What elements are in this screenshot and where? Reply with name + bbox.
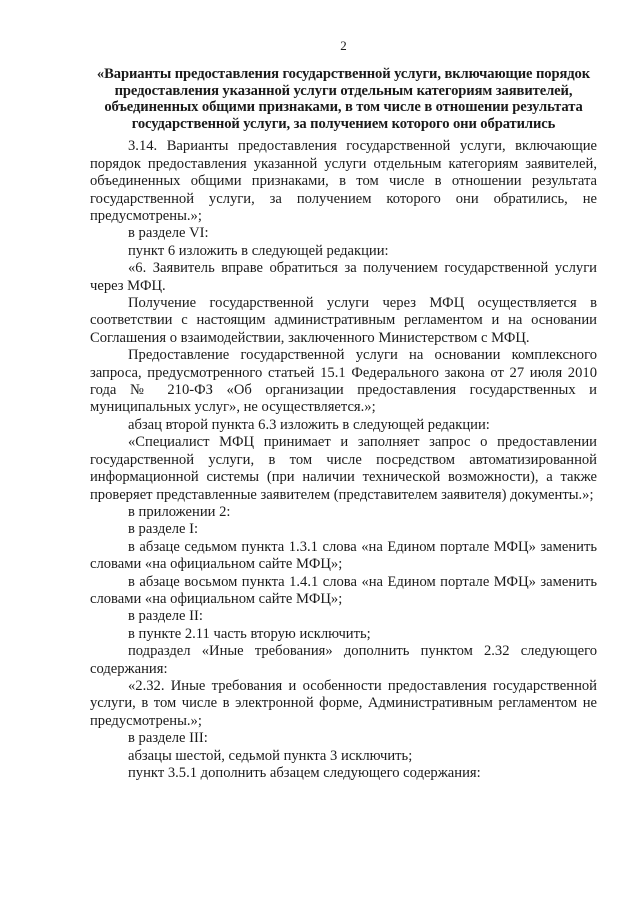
paragraph-mfc-specialist: «Специалист МФЦ принимает и заполняет запрос о предоставлении государственной услуги, в том числе посредством автоматизированной информационной системы (при наличии технической возможности), а также проверяет представленные заявителем (представителем заявителя) документы.»; xyxy=(90,434,597,503)
paragraph-2-32: «2.32. Иные требования и особенности предоставления государственной услуги, в том числе в электронной форме, Административным регламентом не предусмотрены.»; xyxy=(90,677,597,729)
paragraph-3-14: 3.14. Варианты предоставления государственной услуги, включающие порядок предоставления указанной услуги отдельным категориям заявителей, объединенных общими признаками, в том числе в отношении результата государственной услуги, за получением которого они обратились, не предусмотрены.»; xyxy=(90,138,597,224)
paragraph-1-3-1: в абзаце седьмом пункта 1.3.1 слова «на Едином портале МФЦ» заменить словами «на официальном сайте МФЦ»; xyxy=(90,538,597,573)
paragraph-item-6: «6. Заявитель вправе обратиться за получением государственной услуги через МФЦ. xyxy=(90,260,597,294)
paragraph-other-requirements: подраздел «Иные требования» дополнить пунктом 2.32 следующего содержания: xyxy=(90,643,597,677)
paragraph-appendix-2: в приложении 2: xyxy=(128,503,231,520)
paragraph-item-6-intro: пункт 6 изложить в следующей редакции: xyxy=(128,242,389,259)
paragraph-section-i: в разделе I: xyxy=(128,521,199,538)
page-number: 2 xyxy=(340,38,347,53)
paragraph-2-11: в пункте 2.11 часть вторую исключить; xyxy=(128,625,371,642)
paragraph-1-4-1: в абзаце восьмом пункта 1.4.1 слова «на Едином портале МФЦ» заменить словами «на официальном сайте МФЦ»; xyxy=(90,573,597,607)
section-heading: «Варианты предоставления государственной услуги, включающие порядок предоставления указанной услуги отдельным категориям заявителей, объединенных общими признаками, в том числе в отношении результата государственной услуги, за получением которого они обратились xyxy=(96,66,591,132)
paragraph-mfc-receipt: Получение государственной услуги через МФЦ осуществляется в соответствии с настоящим административным регламентом и на основании Соглашения о взаимодействии, заключенного Министерством с МФЦ. xyxy=(90,295,597,346)
paragraph-complex-request: Предоставление государственной услуги на основании комплексного запроса, предусмотренного статьей 15.1 Федерального закона от 27 июля 2010 года № 210-ФЗ «Об организации предоставления государственных и муниципальных услуг», не осуществляется.»; xyxy=(90,347,597,416)
paragraph-item-3: абзацы шестой, седьмой пункта 3 исключить; xyxy=(128,747,413,764)
paragraph-6-3-intro: абзац второй пункта 6.3 изложить в следующей редакции: xyxy=(128,416,490,433)
paragraph-3-5-1: пункт 3.5.1 дополнить абзацем следующего содержания: xyxy=(128,765,481,781)
paragraph-section-vi: в разделе VI: xyxy=(128,225,209,242)
document-body xyxy=(90,138,597,782)
paragraph-section-ii: в разделе II: xyxy=(128,608,203,625)
paragraph-section-iii: в разделе III: xyxy=(128,730,208,747)
